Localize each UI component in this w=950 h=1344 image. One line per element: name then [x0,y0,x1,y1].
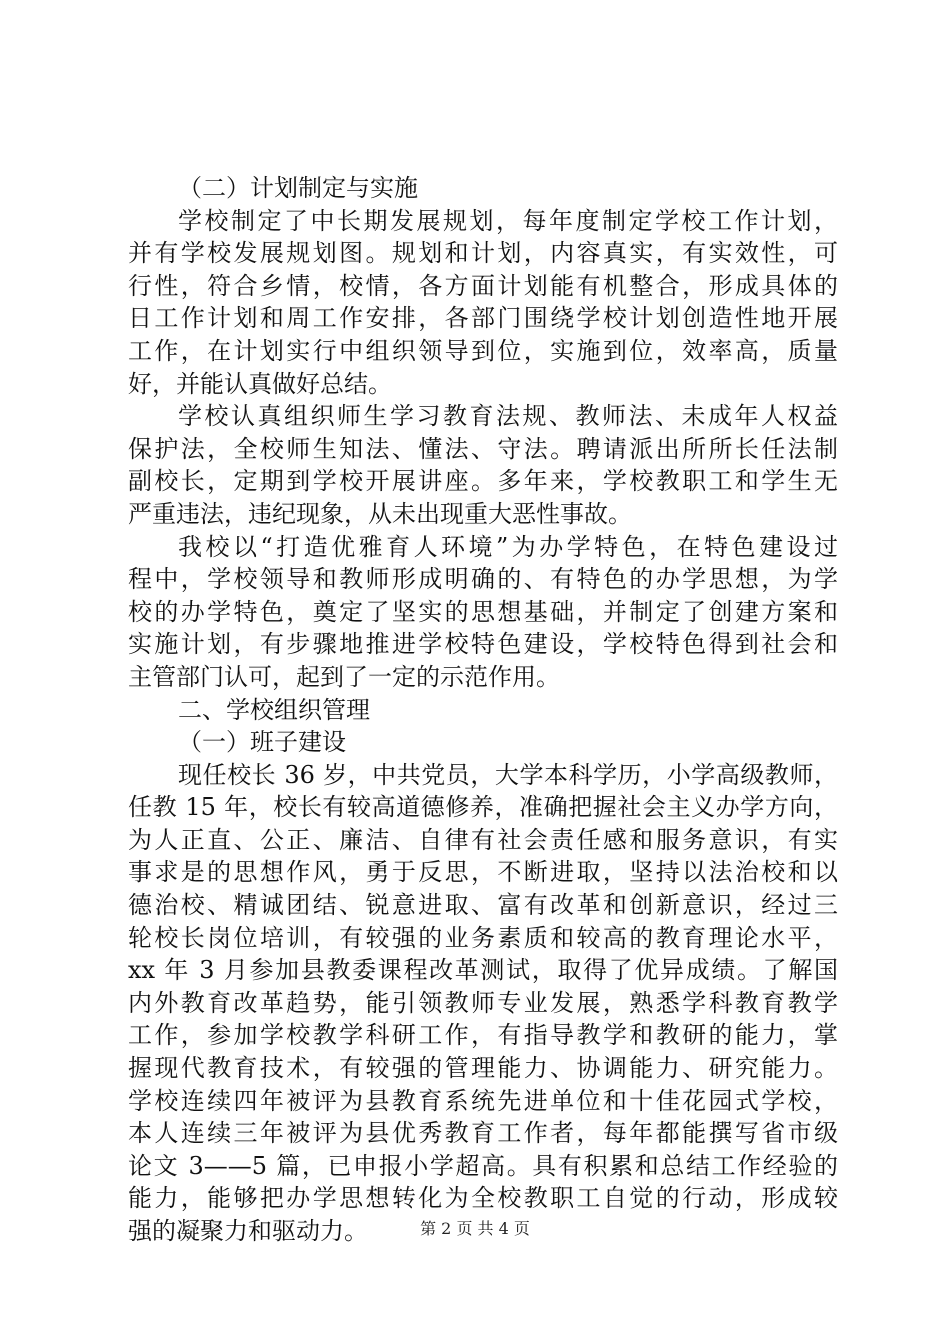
paragraph-line: 学校连续四年被评为县教育系统先进单位和十佳花园式学校， [128,1086,838,1115]
section-heading: （二）计划制定与实施 [178,174,418,202]
paragraph-line: 学校制定了中长期发展规划，每年度制定学校工作计划， [178,206,838,235]
paragraph-line: 日工作计划和周工作安排，各部门围绕学校计划创造性地开展 [128,304,838,333]
paragraph-line: 并有学校发展规划图。规划和计划，内容真实，有实效性，可 [128,239,838,268]
document-body [128,172,838,1248]
paragraph-line: 为人正直、公正、廉洁、自律有社会责任感和服务意识，有实 [128,825,838,854]
paragraph-line: 实施计划，有步骤地推进学校特色建设，学校特色得到社会和 [128,630,838,659]
paragraph-line: 好，并能认真做好总结。 [128,369,392,398]
paragraph-line: 轮校长岗位培训，有较强的业务素质和较高的教育理论水平， [128,923,838,952]
paragraph-line: 工作，参加学校教学科研工作，有指导教学和教研的能力，掌 [128,1021,838,1050]
paragraph-line: 事求是的思想作风，勇于反思，不断进取，坚持以法治校和以 [128,858,838,887]
page-footer: 第 2 页 共 4 页 [420,1219,530,1238]
paragraph-line: 内外教育改革趋势，能引领教师专业发展，熟悉学科教育教学 [128,988,838,1017]
paragraph-line: 学校认真组织师生学习教育法规、教师法、未成年人权益 [178,402,838,431]
paragraph-line: 德治校、精诚团结、锐意进取、富有改革和创新意识，经过三 [128,891,838,920]
paragraph-line: 副校长，定期到学校开展讲座。多年来，学校教职工和学生无 [128,467,838,496]
paragraph-line: 论文 3——5 篇，已申报小学超高。具有积累和总结工作经验的 [128,1151,838,1180]
paragraph-line: xx 年 3 月参加县教委课程改革测试，取得了优异成绩。了解国 [128,956,838,985]
section-heading: 二、学校组织管理 [178,695,370,724]
paragraph-line: 我校以“打造优雅育人环境”为办学特色，在特色建设过 [178,532,838,561]
paragraph-line: 强的凝聚力和驱动力。 [128,1217,368,1245]
paragraph-line: 能力，能够把办学思想转化为全校教职工自觉的行动，形成较 [128,1184,838,1213]
paragraph-line: 校的办学特色，奠定了坚实的思想基础，并制定了创建方案和 [128,597,838,626]
paragraph-line: 现任校长 36 岁，中共党员，大学本科学历，小学高级教师， [178,760,838,789]
paragraph-line: 本人连续三年被评为县优秀教育工作者，每年都能撰写省市级 [128,1119,838,1148]
paragraph-line: 主管部门认可，起到了一定的示范作用。 [128,662,560,691]
paragraph-line: 严重违法，违纪现象，从未出现重大恶性事故。 [128,499,632,528]
paragraph-line: 保护法，全校师生知法、懂法、守法。聘请派出所所长任法制 [128,434,838,463]
paragraph-line: 任教 15 年，校长有较高道德修养，准确把握社会主义办学方向， [128,793,838,822]
paragraph-line: 程中，学校领导和教师形成明确的、有特色的办学思想，为学 [128,565,838,594]
paragraph-line: 握现代教育技术，有较强的管理能力、协调能力、研究能力。 [128,1054,838,1083]
paragraph-line: 行性，符合乡情，校情，各方面计划能有机整合，形成具体的 [128,271,838,300]
paragraph-line: 工作，在计划实行中组织领导到位，实施到位，效率高，质量 [128,336,838,365]
section-heading: （一）班子建设 [178,728,346,757]
